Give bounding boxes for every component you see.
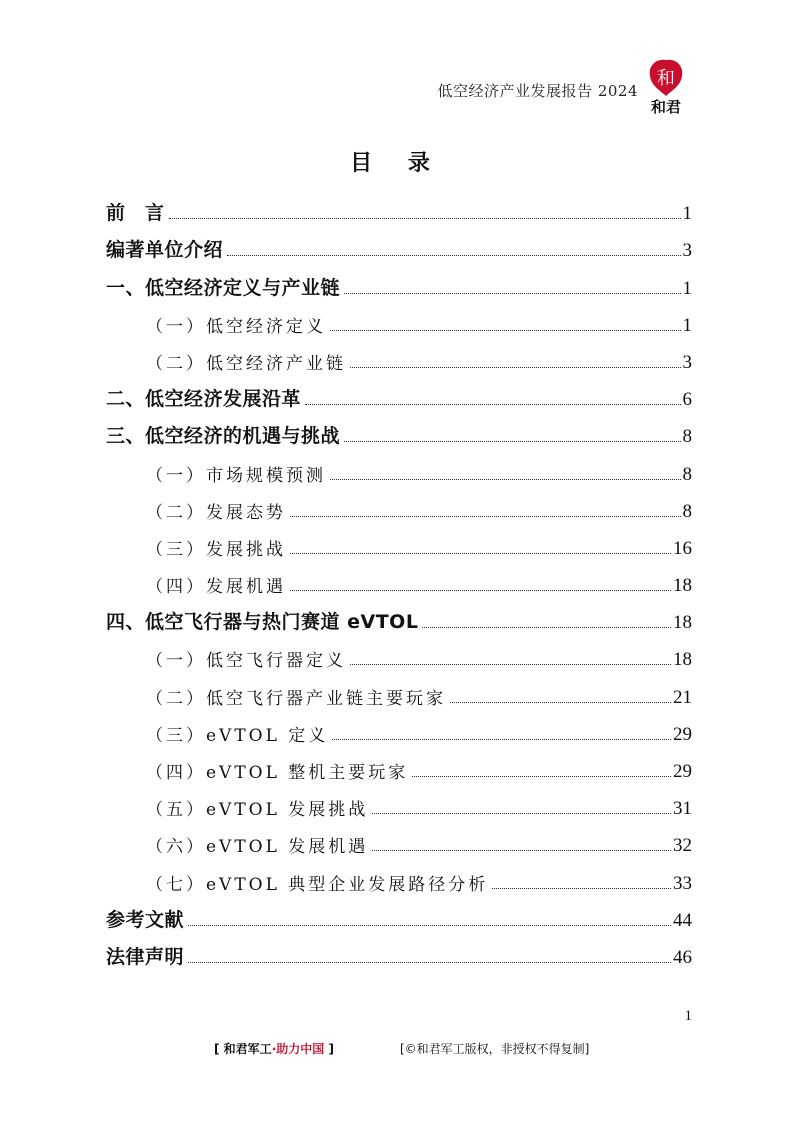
toc-entry[interactable] <box>106 671 692 708</box>
toc-entry[interactable] <box>106 225 692 262</box>
toc-entry-page: 8 <box>682 426 692 448</box>
toc-entry[interactable] <box>106 337 692 374</box>
toc-entry[interactable] <box>106 448 692 485</box>
toc-title: 目 录 <box>350 150 444 176</box>
toc-leader-dots <box>450 702 671 703</box>
company-logo <box>640 56 692 116</box>
toc-entry-label: （一）低空飞行器定义 <box>146 651 346 672</box>
toc-entry-page: 16 <box>673 537 692 559</box>
toc-entry-page: 1 <box>682 314 692 336</box>
toc-entry-page: 8 <box>682 463 692 485</box>
toc-leader-dots <box>330 479 681 480</box>
toc-leader-dots <box>344 441 680 442</box>
toc-entry-label: 四、低空飞行器与热门赛道 eVTOL <box>106 611 419 634</box>
toc-leader-dots <box>290 516 681 517</box>
footer-bracket-open: [ <box>214 1042 220 1056</box>
toc-entry-label: （三）eVTOL 定义 <box>146 725 329 746</box>
toc-leader-dots <box>422 627 671 628</box>
logo-wordmark: 和君 <box>650 98 682 116</box>
toc-leader-dots <box>330 330 681 331</box>
toc-leader-dots <box>227 255 680 256</box>
toc-entry-page: 31 <box>673 798 692 820</box>
toc-leader-dots <box>290 590 671 591</box>
toc-entry-page: 1 <box>682 277 692 299</box>
toc-entry[interactable] <box>106 932 692 969</box>
toc-entry-label: （二）低空飞行器产业链主要玩家 <box>146 688 446 709</box>
toc-leader-dots <box>305 404 680 405</box>
toc-entry[interactable] <box>106 300 692 337</box>
toc-entry[interactable] <box>106 597 692 634</box>
toc-entry-page: 32 <box>673 835 692 857</box>
toc-leader-dots <box>188 962 671 963</box>
toc-entry-page: 18 <box>673 649 692 671</box>
toc-leader-dots <box>188 925 671 926</box>
toc-leader-dots <box>344 293 680 294</box>
toc-entry-label: （七）eVTOL 典型企业发展路径分析 <box>146 874 489 895</box>
footer-bracket-close: ] <box>328 1042 334 1056</box>
toc-entry[interactable] <box>106 523 692 560</box>
table-of-contents <box>106 188 692 969</box>
toc-entry-page: 18 <box>673 612 692 634</box>
toc-entry-page: 21 <box>673 686 692 708</box>
page-number: 1 <box>684 1008 692 1024</box>
toc-entry-label: 前 言 <box>106 202 165 225</box>
toc-entry-page: 18 <box>673 575 692 597</box>
toc-entry[interactable] <box>106 820 692 857</box>
footer-dot: · <box>271 1042 277 1056</box>
toc-entry-label: （一）低空经济定义 <box>146 316 326 337</box>
toc-entry-label: 三、低空经济的机遇与挑战 <box>106 425 341 448</box>
toc-entry-page: 6 <box>682 389 692 411</box>
toc-entry-label: （四）发展机遇 <box>146 577 286 598</box>
toc-entry-label: 二、低空经济发展沿革 <box>106 388 302 411</box>
toc-entry-page: 8 <box>682 500 692 522</box>
toc-entry[interactable] <box>106 560 692 597</box>
toc-leader-dots <box>350 367 681 368</box>
logo-mark-text: 和 <box>657 68 675 89</box>
toc-entry-label: （一）市场规模预测 <box>146 465 326 486</box>
footer-copyright: [©和君军工版权，非授权不得复制] <box>400 1042 590 1056</box>
footer-left <box>214 1040 334 1057</box>
toc-leader-dots <box>350 664 671 665</box>
toc-entry-page: 1 <box>682 203 692 225</box>
toc-entry[interactable] <box>106 783 692 820</box>
toc-entry[interactable] <box>106 486 692 523</box>
toc-entry-label: 编著单位介绍 <box>106 239 224 262</box>
toc-entry[interactable] <box>106 709 692 746</box>
footer-brand: 和君军工 <box>223 1042 272 1056</box>
toc-entry-label: （二）发展态势 <box>146 502 286 523</box>
header-title: 低空经济产业发展报告 2024 <box>437 82 638 100</box>
toc-entry[interactable] <box>106 262 692 299</box>
toc-entry[interactable] <box>106 188 692 225</box>
toc-entry-page: 3 <box>682 351 692 373</box>
toc-entry[interactable] <box>106 895 692 932</box>
toc-entry-page: 44 <box>673 909 692 931</box>
toc-entry[interactable] <box>106 411 692 448</box>
toc-entry-label: 参考文献 <box>106 908 185 931</box>
toc-leader-dots <box>332 739 671 740</box>
toc-entry-page: 46 <box>673 946 692 968</box>
toc-entry-label: （三）发展挑战 <box>146 539 286 560</box>
toc-entry-page: 3 <box>682 240 692 262</box>
toc-entry-page: 29 <box>673 761 692 782</box>
toc-leader-dots <box>290 553 671 554</box>
toc-entry-label: （五）eVTOL 发展挑战 <box>146 800 369 821</box>
toc-entry[interactable] <box>106 374 692 411</box>
toc-leader-dots <box>492 888 671 889</box>
toc-leader-dots <box>169 218 681 219</box>
toc-entry[interactable] <box>106 634 692 671</box>
toc-entry-page: 29 <box>673 723 692 745</box>
footer-slogan: 助力中国 <box>276 1042 325 1056</box>
toc-entry[interactable] <box>106 857 692 894</box>
toc-entry-label: 一、低空经济定义与产业链 <box>106 276 341 299</box>
toc-leader-dots <box>372 850 671 851</box>
toc-entry-label: （六）eVTOL 发展机遇 <box>146 837 369 858</box>
toc-entry-page: 33 <box>673 872 692 894</box>
toc-leader-dots <box>412 776 671 777</box>
toc-entry-label: （二）低空经济产业链 <box>146 353 346 374</box>
toc-entry-label: （四）eVTOL 整机主要玩家 <box>146 763 409 783</box>
toc-entry[interactable] <box>106 746 692 783</box>
toc-entry-label: 法律声明 <box>106 945 185 968</box>
toc-leader-dots <box>372 813 671 814</box>
